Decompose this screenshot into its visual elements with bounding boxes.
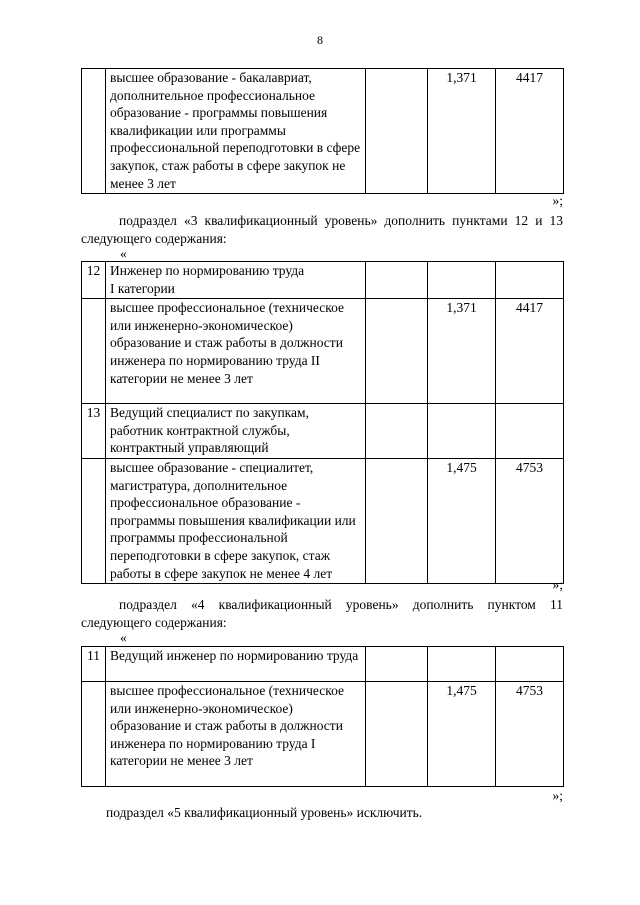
coefficient-cell: 1,475 xyxy=(428,458,496,583)
empty-cell xyxy=(366,262,428,299)
table-row xyxy=(82,682,564,787)
requirements-cell: высшее образование - бакалавриат, дополнительное профессиональное образование - программы повышения квалификации или программы профессиональной переподготовки в сфере закупок, стаж работы в сфере закупок не менее 3 лет xyxy=(106,69,366,194)
empty-cell xyxy=(366,682,428,787)
page-number: 8 xyxy=(317,33,323,47)
coefficient-cell: 1,371 xyxy=(428,69,496,194)
table-row xyxy=(82,404,564,459)
requirements-cell: высшее профессиональное (техническое или инженерно-экономическое) образование и стаж работы в должности инженера по нормированию труда II категории не менее 3 лет xyxy=(106,299,366,404)
table-row xyxy=(82,647,564,682)
item-number: 12 xyxy=(82,262,106,299)
salary-cell: 4753 xyxy=(496,458,564,583)
coefficient-cell: 1,475 xyxy=(428,682,496,787)
closing-quote: »; xyxy=(552,788,563,803)
item-number xyxy=(82,458,106,583)
position-cell: Ведущий специалист по закупкам, работник контрактной службы, контрактный управляющий xyxy=(106,404,366,459)
salary-cell: 4753 xyxy=(496,682,564,787)
position-cell: Инженер по нормированию труда I категории xyxy=(106,262,366,299)
empty-cell xyxy=(366,404,428,459)
coefficient-cell xyxy=(428,404,496,459)
requirements-cell: высшее образование - специалитет, магистратура, дополнительное профессиональное образование - программы повышения квалификации или программы профессиональной переподготовки в сфере закупок, стаж работы в сфере закупок не менее 4 лет xyxy=(106,458,366,583)
qualification-table-1 xyxy=(81,68,564,194)
closing-quote: »; xyxy=(552,577,563,592)
coefficient-cell xyxy=(428,647,496,682)
qualification-table-3 xyxy=(81,646,564,787)
opening-quote: « xyxy=(120,630,127,645)
qualification-table-2 xyxy=(81,261,564,584)
empty-cell xyxy=(366,69,428,194)
coefficient-cell xyxy=(428,262,496,299)
empty-cell xyxy=(366,647,428,682)
item-number xyxy=(82,299,106,404)
empty-cell xyxy=(366,458,428,583)
salary-cell: 4417 xyxy=(496,299,564,404)
salary-cell xyxy=(496,647,564,682)
position-cell: Ведущий инженер по нормированию труда xyxy=(106,647,366,682)
final-amendment-line: подраздел «5 квалификационный уровень» исключить. xyxy=(106,805,423,820)
salary-cell: 4417 xyxy=(496,69,564,194)
table-row xyxy=(82,458,564,583)
coefficient-cell: 1,371 xyxy=(428,299,496,404)
table-row xyxy=(82,69,564,194)
amendment-paragraph: подраздел «4 квалификационный уровень» дополнить пунктом 11 следующего содержания: xyxy=(81,597,563,630)
closing-quote: »; xyxy=(552,193,563,208)
table-row xyxy=(82,262,564,299)
item-number: 11 xyxy=(82,647,106,682)
table-row xyxy=(82,299,564,404)
requirements-cell: высшее профессиональное (техническое или инженерно-экономическое) образование и стаж работы в должности инженера по нормированию труда I категории не менее 3 лет xyxy=(106,682,366,787)
empty-cell xyxy=(366,299,428,404)
item-number: 13 xyxy=(82,404,106,459)
salary-cell xyxy=(496,404,564,459)
item-number xyxy=(82,682,106,787)
item-number xyxy=(82,69,106,194)
opening-quote: « xyxy=(120,246,127,261)
salary-cell xyxy=(496,262,564,299)
amendment-paragraph: подраздел «3 квалификационный уровень» дополнить пунктами 12 и 13 следующего содержания: xyxy=(81,213,563,246)
